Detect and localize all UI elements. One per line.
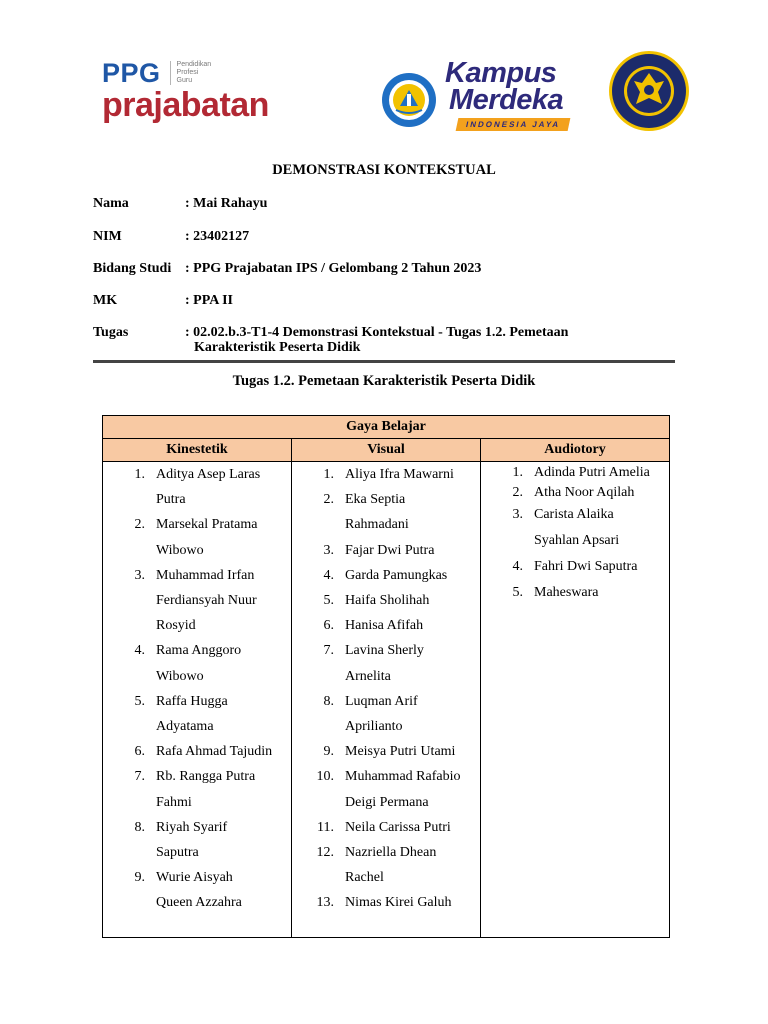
list-item-number: 8.	[323, 693, 334, 709]
identity-label: Tugas	[93, 325, 129, 340]
identity-value: : Mai Rahayu	[185, 196, 268, 211]
list-item-number: 9.	[323, 744, 334, 760]
kinestetik-cell	[103, 462, 292, 938]
list-item	[481, 502, 669, 554]
list-item-number: 6.	[134, 744, 145, 760]
list-item	[292, 563, 480, 588]
list-item	[103, 512, 291, 562]
list-item-number: 4.	[134, 643, 145, 659]
tut-wuri-handayani-logo	[380, 72, 438, 128]
list-item	[292, 638, 480, 688]
list-item-number: 2.	[323, 492, 334, 508]
list-item-number: 4.	[512, 559, 523, 574]
list-item-name: Nimas Kirei Galuh	[345, 895, 452, 911]
list-item-name: Carista Alaika	[534, 507, 614, 522]
horizontal-rule	[93, 360, 675, 363]
ppg-logo-subtitle: Pendidikan Profesi Guru	[176, 61, 212, 84]
list-item	[481, 580, 669, 606]
list-item	[103, 815, 291, 865]
list-item	[292, 815, 480, 840]
table-header-gaya-belajar: Gaya Belajar	[103, 416, 670, 439]
list-item-name: Muhammad Irfan	[156, 567, 255, 583]
list-item	[481, 482, 669, 502]
list-item-number: 13.	[316, 895, 334, 911]
learning-style-table	[102, 415, 670, 938]
audiotory-list	[481, 462, 669, 606]
uny-emblem-logo	[604, 50, 694, 132]
list-item	[292, 739, 480, 764]
visual-list	[292, 462, 480, 916]
list-item	[292, 840, 480, 890]
list-item-name: Putra	[156, 492, 186, 508]
document-title: DEMONSTRASI KONTEKSTUAL	[272, 162, 496, 178]
list-item-number: 7.	[323, 643, 334, 659]
list-item	[292, 588, 480, 613]
identity-label: Nama	[93, 196, 129, 211]
list-item	[292, 764, 480, 814]
column-header-visual: Visual	[292, 439, 481, 462]
list-item-name: Fahmi	[156, 794, 192, 810]
list-item-number: 9.	[134, 870, 145, 886]
list-item-name: Fajar Dwi Putra	[345, 542, 435, 558]
list-item-name: Deigi Permana	[345, 794, 429, 810]
list-item-number: 1.	[134, 467, 145, 482]
list-item-name: Wurie Aisyah	[156, 870, 233, 886]
list-item-name: Wibowo	[156, 542, 204, 558]
list-item-number: 10.	[316, 769, 334, 785]
list-item-name: Rosyid	[156, 618, 196, 634]
list-item-name: Ferdiansyah Nuur	[156, 593, 257, 609]
identity-value: : 23402127	[185, 229, 250, 244]
ppg-prajabatan-logo	[102, 58, 292, 128]
identity-value-continued: Karakteristik Peserta Didik	[194, 340, 361, 355]
list-item-name: Muhammad Rafabio	[345, 769, 461, 785]
ppg-logo-separator	[170, 61, 171, 85]
list-item-name: Aprilianto	[345, 719, 403, 735]
kampus-logo-ribbon: INDONESIA JAYA	[456, 118, 571, 131]
list-item-name: Saputra	[156, 845, 199, 861]
list-item	[103, 638, 291, 688]
identity-label: NIM	[93, 229, 122, 244]
list-item	[103, 563, 291, 639]
list-item-name: Rachel	[345, 870, 384, 886]
list-item-name: Adyatama	[156, 719, 214, 735]
list-item-number: 3.	[323, 542, 334, 558]
list-item-number: 1.	[512, 465, 523, 480]
kinestetik-list	[103, 462, 291, 916]
list-item-number: 8.	[134, 819, 145, 835]
identity-label: Bidang Studi	[93, 261, 172, 276]
list-item-name: Garda Pamungkas	[345, 567, 448, 583]
list-item-name: Raffa Hugga	[156, 693, 228, 709]
column-header-audiotory: Audiotory	[481, 439, 670, 462]
list-item-name: Arnelita	[345, 668, 391, 684]
list-item-name: Nazriella Dhean	[345, 845, 437, 861]
list-item	[103, 689, 291, 739]
list-item	[103, 764, 291, 814]
list-item-number: 4.	[323, 567, 334, 583]
list-item-number: 12.	[316, 845, 334, 861]
list-item-name: Neila Carissa Putri	[345, 819, 451, 835]
list-item-name: Marsekal Pratama	[156, 517, 258, 533]
list-item	[292, 613, 480, 638]
kampus-logo-line2: Merdeka	[449, 84, 564, 116]
visual-cell	[292, 462, 481, 938]
list-item-name: Rahmadani	[345, 517, 409, 533]
kampus-logo-line1: Kampus	[445, 57, 557, 89]
identity-label: MK	[93, 293, 118, 308]
list-item-number: 5.	[323, 593, 334, 609]
list-item-number: 2.	[134, 517, 145, 533]
list-item-number: 1.	[323, 467, 334, 482]
list-item-name: Rama Anggoro	[156, 643, 242, 659]
list-item	[292, 538, 480, 563]
list-item	[481, 554, 669, 580]
column-header-kinestetik: Kinestetik	[103, 439, 292, 462]
list-item-name: Eka Septia	[345, 492, 406, 508]
ppg-logo-word: PPG	[102, 58, 161, 88]
list-item	[103, 462, 291, 512]
list-item-name: Fahri Dwi Saputra	[534, 559, 638, 574]
identity-value: : 02.02.b.3-T1-4 Demonstrasi Kontekstual - Tugas 1.2. Pemetaan Karakteristik Peserta Didik	[185, 325, 685, 355]
list-item	[292, 462, 480, 487]
list-item-number: 5.	[134, 693, 145, 709]
list-item-number: 7.	[134, 769, 145, 785]
list-item-name: Atha Noor Aqilah	[534, 485, 635, 500]
list-item-name: Meisya Putri Utami	[345, 744, 456, 760]
list-item-name: Rb. Rangga Putra	[156, 769, 256, 785]
list-item-name: Queen Azzahra	[156, 895, 242, 911]
list-item-name: Rafa Ahmad Tajudin	[156, 744, 273, 760]
list-item-number: 2.	[512, 485, 523, 500]
list-item-name: Adinda Putri Amelia	[534, 465, 650, 480]
list-item-name: Luqman Arif	[345, 693, 418, 709]
audiotory-cell	[481, 462, 670, 938]
list-item-name: Lavina Sherly	[345, 643, 424, 659]
list-item-number: 3.	[134, 567, 145, 583]
list-item	[292, 689, 480, 739]
list-item-name: Riyah Syarif	[156, 819, 228, 835]
list-item	[103, 739, 291, 764]
list-item	[481, 462, 669, 482]
list-item	[292, 487, 480, 537]
ppg-logo-prajabatan: prajabatan	[102, 86, 269, 124]
list-item-number: 6.	[323, 618, 334, 634]
list-item	[103, 865, 291, 915]
list-item-name: Hanisa Afifah	[345, 618, 424, 634]
list-item-name: Wibowo	[156, 668, 204, 684]
list-item-name: Aliya Ifra Mawarni	[345, 467, 454, 482]
list-item-number: 11.	[317, 819, 334, 835]
list-item-number: 3.	[512, 507, 523, 522]
identity-value: : PPA II	[185, 293, 233, 308]
list-item-name: Aditya Asep Laras	[156, 467, 261, 482]
list-item-number: 5.	[512, 585, 523, 600]
list-item-name: Maheswara	[534, 585, 599, 600]
list-item-name: Haifa Sholihah	[345, 593, 430, 609]
identity-value: : PPG Prajabatan IPS / Gelombang 2 Tahun 2023	[185, 261, 482, 276]
list-item	[292, 890, 480, 915]
list-item-name: Syahlan Apsari	[534, 533, 620, 548]
section-title: Tugas 1.2. Pemetaan Karakteristik Peserta Didik	[232, 373, 536, 389]
kampus-merdeka-logo	[445, 57, 595, 132]
